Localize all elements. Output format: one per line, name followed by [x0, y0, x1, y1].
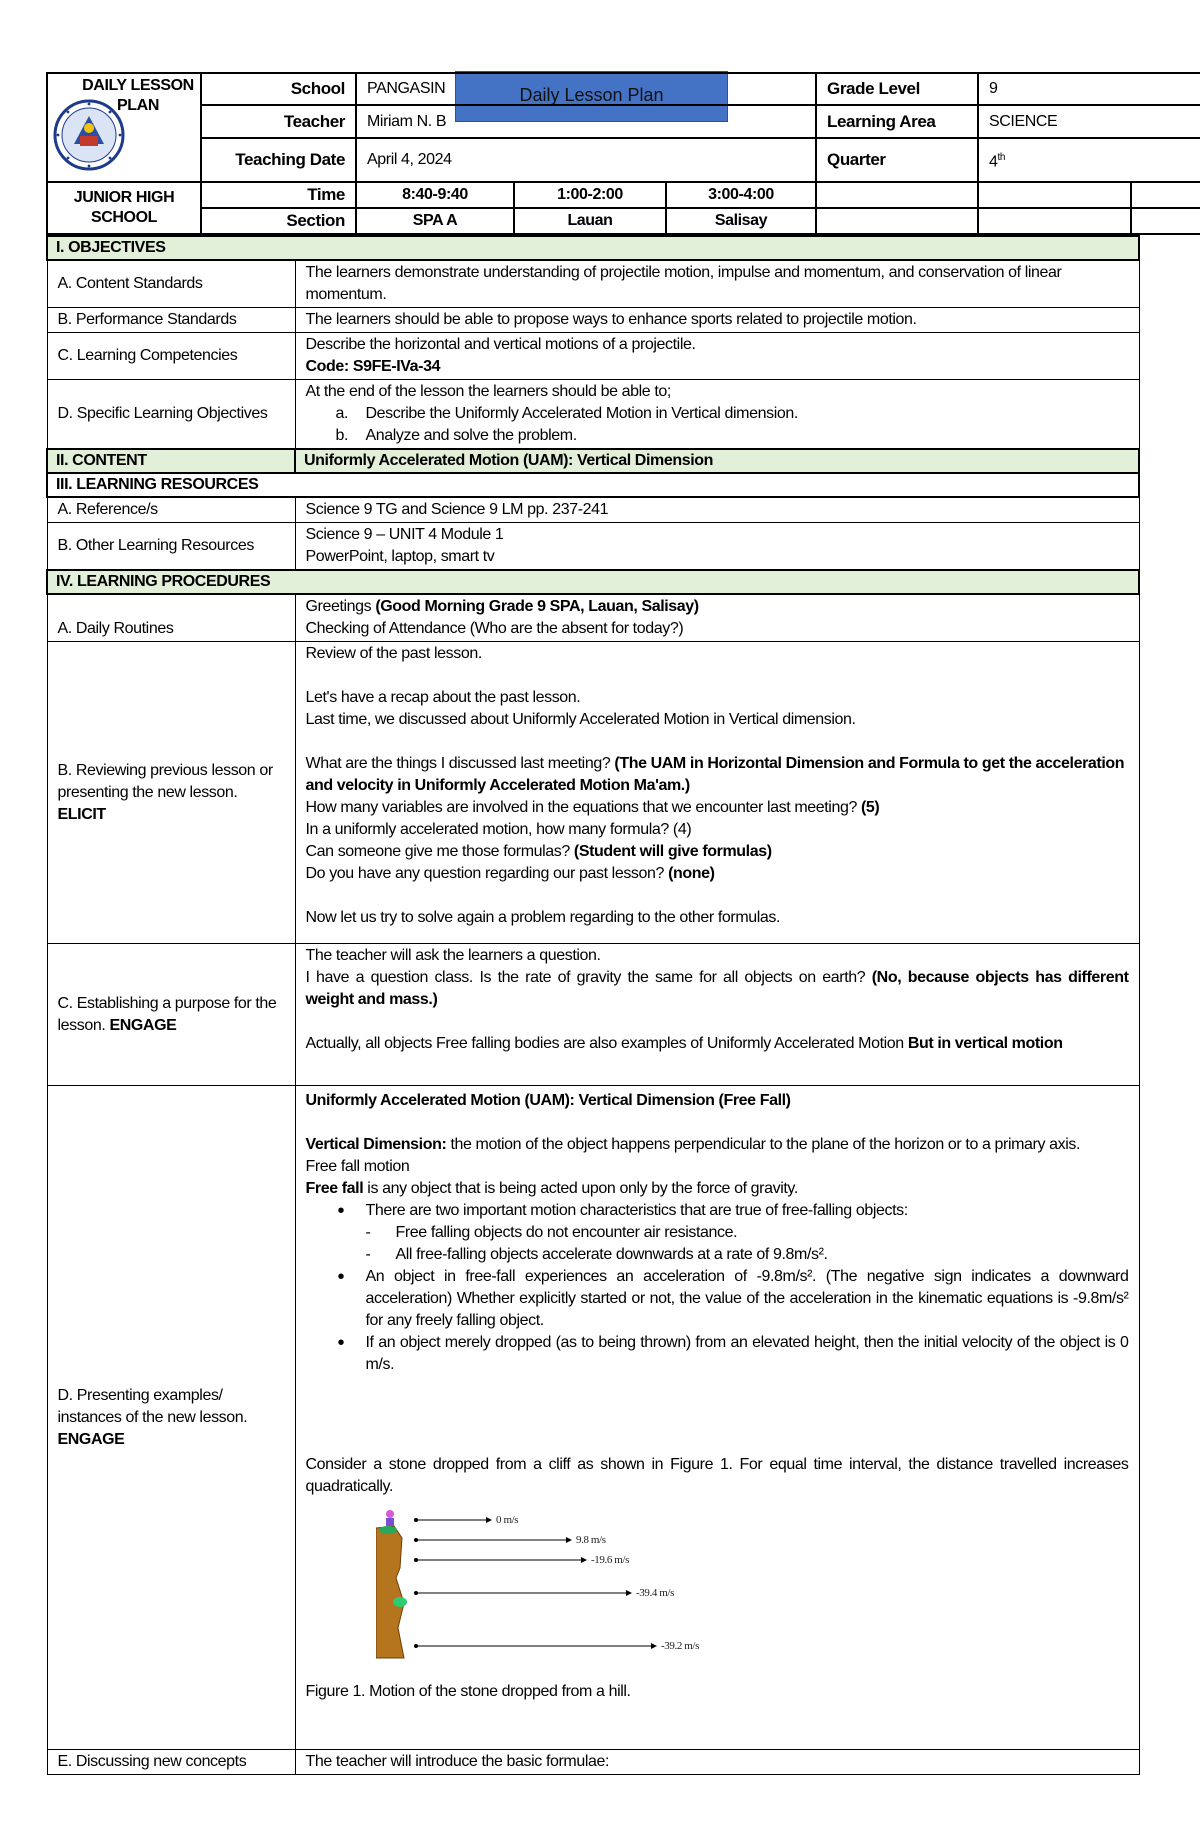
examples-label-cell: [47, 1086, 295, 1750]
specific-intro: At the end of the lesson the learners should be able to;: [305, 383, 671, 400]
review-answer: (none): [668, 865, 715, 882]
examples-label: D. Presenting examples/ instances of the new lesson.: [57, 1386, 248, 1426]
date-label: Teaching Date: [201, 138, 356, 182]
ff-term: Free fall: [305, 1180, 364, 1197]
section-5: [978, 208, 1131, 234]
sub-list: [366, 1222, 1129, 1266]
grade-label: Grade Level: [816, 73, 978, 105]
routines-greeting: Greetings: [305, 598, 376, 615]
figure-label: 9.8 m/s: [575, 1534, 606, 1546]
other-resources-line: PowerPoint, laptop, smart tv: [305, 548, 495, 565]
procedures-heading: IV. LEARNING PROCEDURES: [47, 570, 1139, 594]
review-line: In a uniformly accelerated motion, how many formula? (4): [305, 821, 692, 838]
section-2: Lauan: [514, 208, 666, 234]
purpose-cell: [295, 944, 1139, 1086]
purpose-label-cell: [47, 944, 295, 1086]
review-line: Last time, we discussed about Uniformly Accelerated Motion in Vertical dimension.: [305, 711, 856, 728]
section-1: SPA A: [356, 208, 514, 234]
review-answer: (Student will give formulas): [573, 843, 772, 860]
review-label-cell: [47, 642, 295, 944]
section-6: [1131, 208, 1200, 234]
area-label: Learning Area: [816, 105, 978, 137]
objectives-heading: I. OBJECTIVES: [47, 236, 1139, 260]
purpose-line: The teacher will ask the learners a question.: [305, 947, 601, 964]
figure-label: -39.4 m/s: [635, 1587, 674, 1599]
list-item: • There are two important motion characteristics that are true of free-falling objects: - Free falling objects do not encounter air resistance. - All free-falling objects accelerate downwards at a rate of 9.8m/s².: [366, 1200, 1129, 1266]
performance-text: The learners should be able to propose ways to enhance sports related to projectile motion.: [295, 308, 1139, 333]
time-5: [978, 182, 1131, 208]
other-resources-line: Science 9 – UNIT 4 Module 1: [305, 526, 504, 543]
content-heading: II. CONTENT: [47, 449, 295, 473]
dlp-title: DAILY LESSON PLAN: [82, 77, 194, 114]
reference-label: A. Reference/s: [47, 497, 295, 523]
competencies-code: Code: S9FE-IVa-34: [305, 358, 441, 375]
review-answer: (5): [861, 799, 880, 816]
examples-cell: [295, 1086, 1139, 1750]
school-label: School: [201, 73, 356, 105]
figure-label: -19.6 m/s: [590, 1554, 629, 1566]
other-resources-cell: [295, 523, 1139, 571]
specific-list: [306, 403, 1129, 447]
resources-heading: III. LEARNING RESOURCES: [47, 473, 1139, 497]
vd-term: Vertical Dimension:: [305, 1136, 447, 1153]
section-4: [816, 208, 978, 234]
time-4: [816, 182, 978, 208]
other-resources-label: B. Other Learning Resources: [47, 523, 295, 571]
figure-caption: Figure 1. Motion of the stone dropped from a hill.: [305, 1683, 631, 1700]
section-3: Salisay: [666, 208, 816, 234]
review-tag: ELICIT: [57, 805, 106, 823]
deped-seal-icon: [52, 98, 126, 172]
purpose-question: I have a question class. Is the rate of gravity the same for all objects on earth?: [305, 969, 872, 986]
purpose-label: C. Establishing a purpose for the lesson.: [57, 994, 277, 1034]
time-label: Time: [201, 182, 356, 208]
dlp-title-cell: [47, 73, 201, 182]
discuss-label: E. Discussing new concepts: [47, 1750, 295, 1775]
time-2: 1:00-2:00: [514, 182, 666, 208]
grade-value: 9: [978, 73, 1200, 105]
discuss-text: The teacher will introduce the basic formulae:: [295, 1750, 1139, 1775]
competencies-cell: [295, 333, 1139, 380]
body-table: [46, 235, 1140, 1775]
vd-text: the motion of the object happens perpendicular to the plane of the horizon or to a primary axis.: [446, 1136, 1081, 1153]
review-question: Can someone give me those formulas?: [305, 843, 574, 860]
examples-tag: ENGAGE: [57, 1430, 125, 1448]
review-question: How many variables are involved in the equations that we encounter last meeting?: [305, 799, 861, 816]
review-line: Now let us try to solve again a problem regarding to the other formulas.: [305, 909, 781, 926]
list-item: • An object in free-fall experiences an acceleration of -9.8m/s². (The negative sign indicates a downward acceleration) Whether explicitly started or not, the value of the acceleration in the kinematic equations is -9.8m/s² for any freely falling object.: [366, 1266, 1129, 1332]
figure-label: 0 m/s: [495, 1514, 518, 1526]
content-standards-text: The learners demonstrate understanding of projectile motion, impulse and momentum, and conservation of linear momentum.: [295, 260, 1139, 308]
review-question: What are the things I discussed last meeting?: [305, 755, 615, 772]
review-cell: [295, 642, 1139, 944]
competencies-label: C. Learning Competencies: [47, 333, 295, 380]
section-label: Section: [201, 208, 356, 234]
performance-label: B. Performance Standards: [47, 308, 295, 333]
examples-title: Uniformly Accelerated Motion (UAM): Vertical Dimension (Free Fall): [305, 1092, 791, 1109]
free-fall-motion: Free fall motion: [305, 1158, 410, 1175]
lesson-plan: [46, 72, 1140, 1775]
teacher-value: Miriam N. B: [356, 105, 816, 137]
reference-text: Science 9 TG and Science 9 LM pp. 237-241: [295, 497, 1139, 523]
quarter-value: 4th: [978, 138, 1200, 182]
content-text: Uniformly Accelerated Motion (UAM): Vertical Dimension: [295, 449, 1139, 473]
routines-label: A. Daily Routines: [47, 594, 295, 642]
specific-objectives-cell: [295, 380, 1139, 450]
school-value: PANGASIN: [356, 73, 816, 105]
review-answer: (The UAM in Horizontal Dimension and Formula to get the acceleration and velocity in Uniformly Accelerated Motion Ma'am.): [305, 755, 1125, 794]
review-line: Let's have a recap about the past lesson.: [305, 689, 581, 706]
date-value: April 4, 2024: [356, 138, 816, 182]
header-table: [46, 72, 1200, 235]
cliff-figure: [376, 1508, 706, 1668]
ff-text: is any object that is being acted upon only by the force of gravity.: [363, 1180, 798, 1197]
content-standards-label: A. Content Standards: [47, 260, 295, 308]
area-value: SCIENCE: [978, 105, 1200, 137]
review-line: Review of the past lesson.: [305, 645, 482, 662]
list-item: - Free falling objects do not encounter air resistance.: [396, 1222, 1129, 1244]
specific-item: b. Analyze and solve the problem.: [366, 425, 1129, 447]
purpose-answer: (No, because objects has different weight and mass.): [305, 969, 1129, 1008]
purpose-tag: ENGAGE: [109, 1016, 177, 1034]
time-6: [1131, 182, 1200, 208]
purpose-line: Actually, all objects Free falling bodies are also examples of Uniformly Accelerated Motion: [305, 1035, 908, 1052]
school-level: JUNIOR HIGH SCHOOL: [47, 182, 201, 234]
review-question: Do you have any question regarding our past lesson?: [305, 865, 669, 882]
teacher-label: Teacher: [201, 105, 356, 137]
list-item: • If an object merely dropped (as to being thrown) from an elevated height, then the initial velocity of the object is 0 m/s.: [366, 1332, 1129, 1376]
figure-label: -39.2 m/s: [660, 1640, 699, 1652]
specific-item: a. Describe the Uniformly Accelerated Motion in Vertical dimension.: [366, 403, 1129, 425]
purpose-emphasis: But in vertical motion: [907, 1035, 1063, 1052]
routines-attendance: Checking of Attendance (Who are the absent for today?): [305, 620, 684, 637]
routines-greeting-answer: (Good Morning Grade 9 SPA, Lauan, Salisay): [375, 598, 699, 615]
time-3: 3:00-4:00: [666, 182, 816, 208]
doc-banner: Daily Lesson Plan: [455, 71, 728, 122]
list-item: - All free-falling objects accelerate downwards at a rate of 9.8m/s².: [396, 1244, 1129, 1266]
free-fall-list: [306, 1200, 1129, 1376]
routines-cell: [295, 594, 1139, 642]
review-label: B. Reviewing previous lesson or presenting the new lesson.: [57, 761, 273, 801]
competencies-text: Describe the horizontal and vertical motions of a projectile.: [305, 336, 696, 353]
consider-text: Consider a stone dropped from a cliff as shown in Figure 1. For equal time interval, the distance travelled increases quadratically.: [305, 1456, 1129, 1495]
time-1: 8:40-9:40: [356, 182, 514, 208]
specific-objectives-label: D. Specific Learning Objectives: [47, 380, 295, 450]
quarter-label: Quarter: [816, 138, 978, 182]
